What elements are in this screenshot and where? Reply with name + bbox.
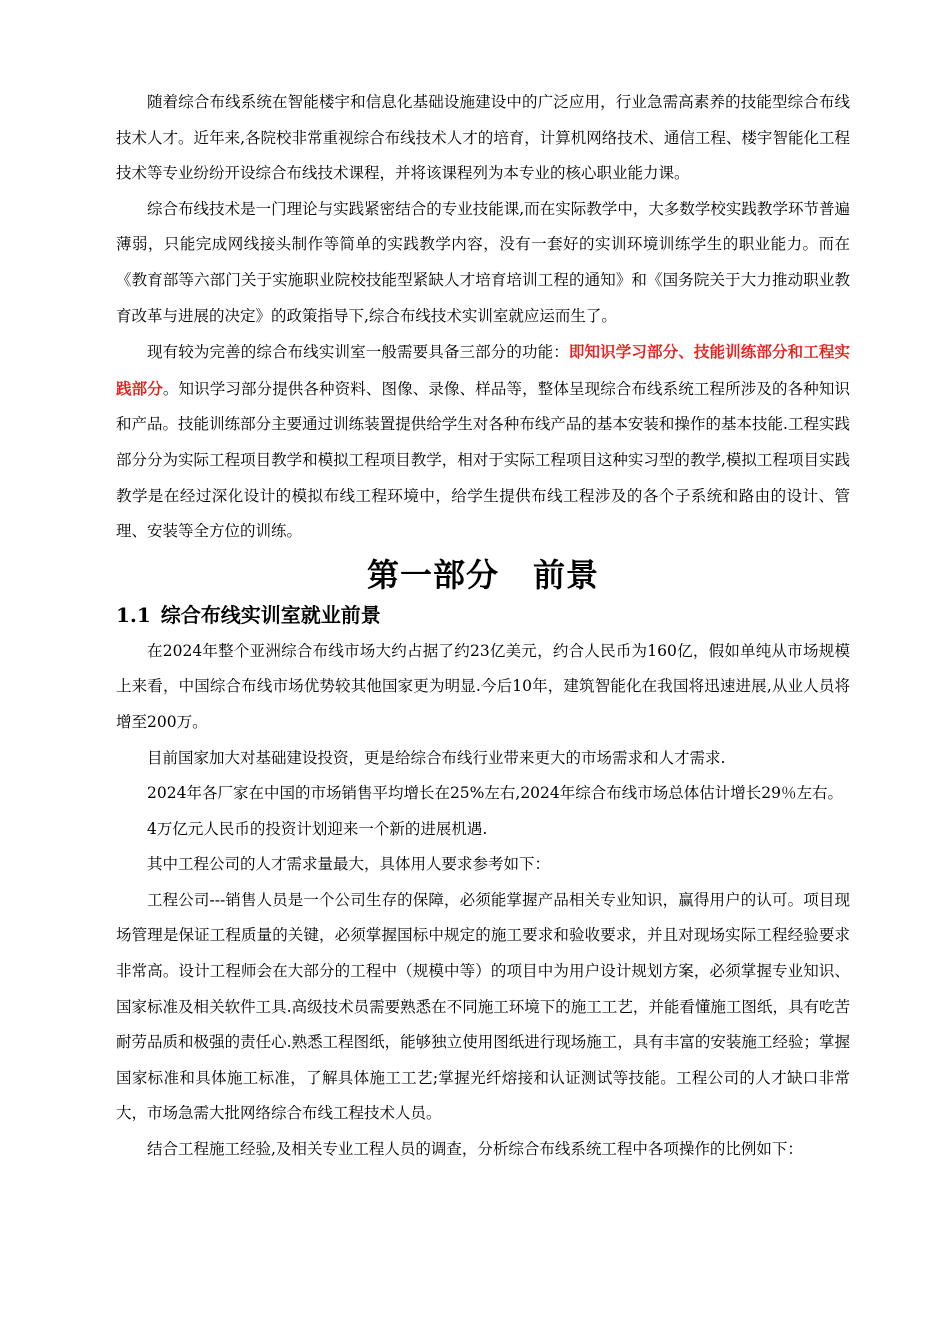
intro-paragraph-1: 随着综合布线系统在智能楼宇和信息化基础设施建设中的广泛应用，行业急需高素养的技能型综合布线技术人才。近年来,各院校非常重视综合布线技术人才的培育，计算机网络技术、通信工程、楼宇智能化工程技术等专业纷纷开设综合布线技术课程，并将该课程列为本专业的核心职业能力课。 xyxy=(116,93,850,183)
section-heading xyxy=(116,598,850,632)
intro-paragraph-3-lead: 现有较为完善的综合布线实训室一般需要具备三部分的功能： xyxy=(147,343,569,362)
intro-paragraph-3-rest: 。知识学习部分提供各种资料、图像、录像、样品等，整体呈现综合布线系统工程所涉及的各种知识和产品。技能训练部分主要通过训练装置提供给学生对各种布线产品的基本安装和操作的基本技能.工程实践部分分为实际工程项目教学和模拟工程项目教学，相对于实际工程项目这种实习型的教学,模拟工程项目实践教学是在经过深化设计的模拟布线工程环境中，给学生提供布线工程涉及的各个子系统和路由的设计、管理、安装等全方位的训练。 xyxy=(116,379,850,541)
body-paragraph-1: 在2024年整个亚洲综合布线市场大约占据了约23亿美元，约合人民币为160亿，假如单纯从市场规模上来看，中国综合布线市场优势较其他国家更为明显.今后10年，建筑智能化在我国将迅速进展,从业人员将增至200万。 xyxy=(116,641,850,731)
part-title xyxy=(116,552,850,598)
intro-paragraph-2: 综合布线技术是一门理论与实践紧密结合的专业技能课,而在实际教学中，大多数学校实践教学环节普遍薄弱，只能完成网线接头制作等简单的实践教学内容，没有一套好的实训环境训练学生的职业能力。而在《教育部等六部门关于实施职业院校技能型紧缺人才培育培训工程的通知》和《国务院关于大力推动职业教育改革与进展的决定》的政策指导下,综合布线技术实训室就应运而生了。 xyxy=(116,199,850,325)
body-paragraph-2: 目前国家加大对基础建设投资，更是给综合布线行业带来更大的市场需求和人才需求. xyxy=(147,748,726,767)
body-paragraph-6: 工程公司---销售人员是一个公司生存的保障，必须能掌握产品相关专业知识，赢得用户的认可。项目现场管理是保证工程质量的关键，必须掌握国标中规定的施工要求和验收要求，并且对现场实际工程经验要求非常高。设计工程师会在大部分的工程中（规模中等）的项目中为用户设计规划方案，必须掌握专业知识、国家标准及相关软件工具.高级技术员需要熟悉在不同施工环境下的施工工艺，并能看懂施工图纸，具有吃苦耐劳品质和极强的责任心.熟悉工程图纸，能够独立使用图纸进行现场施工，具有丰富的安装施工经验；掌握国家标准和具体施工标准，了解具体施工工艺;掌握光纤熔接和认证测试等技能。工程公司的人才缺口非常大，市场急需大批网络综合布线工程技术人员。 xyxy=(116,890,850,1123)
intro-paragraph-3 xyxy=(116,334,850,550)
section-title: 综合布线实训室就业前景 xyxy=(160,602,381,627)
function-highlight: 即知识学习部分、技能训练部分和工程实践部分 xyxy=(116,342,850,398)
body-paragraph-3: 2024年各厂家在中国的市场销售平均增长在25%左右,2024年综合布线市场总体估计增长29％左右。 xyxy=(147,784,843,803)
body-paragraph-7: 结合工程施工经验,及相关专业工程人员的调查，分析综合布线系统工程中各项操作的比例如下： xyxy=(147,1140,803,1159)
body-paragraph-4: 4万亿元人民币的投资计划迎来一个新的进展机遇. xyxy=(147,819,488,838)
part-name: 前景 xyxy=(533,555,600,594)
section-number: 1.1 xyxy=(116,602,151,627)
part-label: 第一部分 xyxy=(366,555,499,594)
body-paragraph-5: 其中工程公司的人才需求量最大，具体用人要求参考如下： xyxy=(147,855,551,874)
document-page xyxy=(116,85,850,1168)
